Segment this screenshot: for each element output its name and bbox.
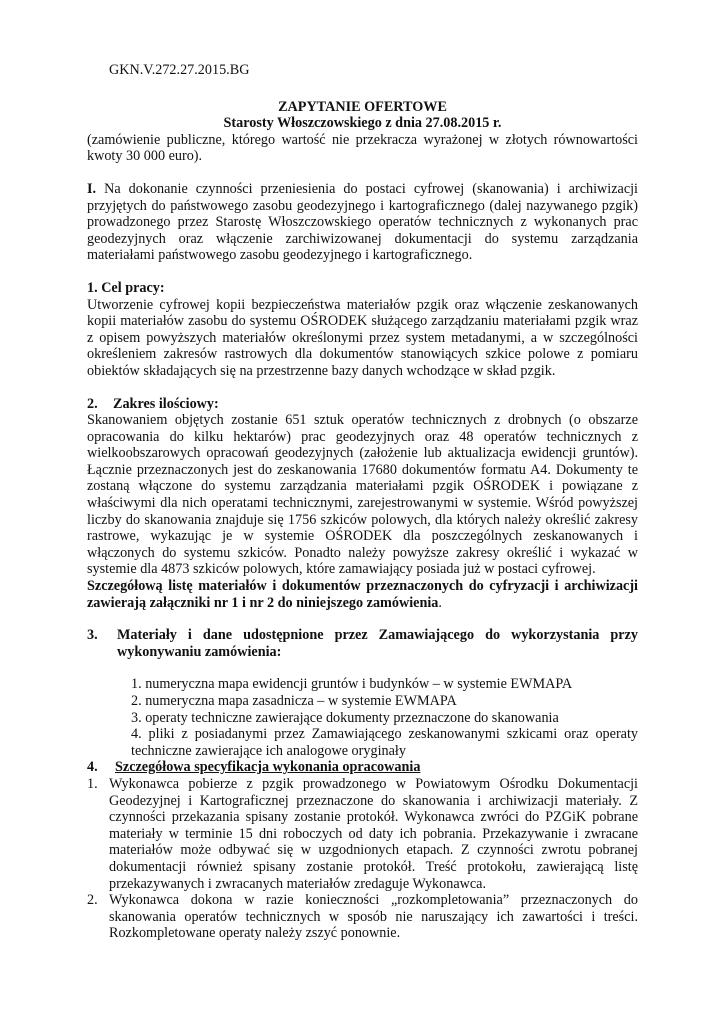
- list-item-number: 2.: [87, 892, 98, 909]
- section3-heading: [87, 627, 638, 660]
- intro-text: Na dokonanie czynności przeniesienia do postaci cyfrowej (skanowania) i archiwizacji przyjętych do państwowego zasobu geodezyjnego i kartograficznego (dalej nazywanego pzgik) prowadzonego przez Starostę Włoszczowskiego operatów technicznych z wykonanych prac geodezyjnych oraz włączenie zarchiwizowanej dokumentacji do systemu zarządzania materiałami państwowego zasobu geodezyjnego i kartograficznego.: [87, 180, 638, 264]
- section2-bold-note: [87, 578, 638, 611]
- document-title: ZAPYTANIE OFERTOWE: [278, 98, 447, 115]
- section2-heading-text: Zakres ilościowy:: [113, 395, 219, 412]
- list-item: 2. numeryczna mapa zasadnicza – w systemie EWMAPA: [131, 693, 457, 709]
- section1-text: Utworzenie cyfrowej kopii bezpieczeństwa materiałów pzgik oraz włączenie zeskanowanych kopii materiałów zasobu do systemu OŚRODEK służącego zarządzaniu materiałami pzgik wraz z opisem powyższych materiałów określonymi przez system metadanymi, a w szczególności określeniem zakresów rastrowych dla dokumentów stanowiących szkice polowe z pomiaru obiektów składających się na przestrzenne bazy danych wchodzące w skład pzgik.: [87, 296, 638, 379]
- section2-heading: [87, 396, 638, 413]
- section2-bold-note-end: .: [438, 594, 442, 611]
- section3-list: [131, 676, 638, 759]
- list-item: 1. numeryczna mapa ewidencji gruntów i budynków – w systemie EWMAPA: [131, 676, 573, 693]
- section1-heading: 1. Cel pracy:: [87, 279, 165, 296]
- document-subtitle: Starosty Włoszczowskiego z dnia 27.08.2015 r.: [223, 115, 502, 132]
- list-item: [87, 776, 638, 892]
- section3-number: 3.: [87, 627, 98, 644]
- list-item: 4. pliki z posiadanymi przez Zamawiającego zeskanowanymi szkicami oraz operaty techniczne zawierające ich analogowe oryginały: [131, 726, 638, 759]
- list-item-number: 1.: [87, 775, 98, 792]
- list-item: 3. operaty techniczne zawierające dokumenty przeznaczone do skanowania: [131, 709, 559, 726]
- document-reference: GKN.V.272.27.2015.BG: [109, 62, 250, 78]
- intro-paragraph: [87, 181, 638, 264]
- intro-label: I.: [87, 180, 97, 197]
- section2-bold-note-text: Szczegółową listę materiałów i dokumentów przeznaczonych do cyfryzacji i archiwizacji zawierają załączniki nr 1 i nr 2 do niniejszego zamówienia: [87, 578, 638, 611]
- section4-heading-text: Szczegółowa specyfikacja wykonania opracowania: [115, 759, 421, 776]
- list-item: [87, 892, 638, 942]
- section3-heading-text: Materiały i dane udostępnione przez Zamawiającego do wykorzystania przy wykonywaniu zamówienia:: [117, 627, 638, 660]
- document-page: [87, 62, 638, 942]
- section4-number: 4.: [87, 759, 98, 776]
- section4-heading: [87, 759, 638, 776]
- document-note: (zamówienie publiczne, którego wartość nie przekracza wyrażonej w złotych równowartości kwoty 30 000 euro).: [87, 131, 638, 165]
- list-item-text: Wykonawca dokona w razie konieczności „rozkompletowania” przeznaczonych do skanowania operatów technicznych w sposób nie naruszający ich zawartości i treści. Rozkompletowane operaty należy zszyć ponownie.: [109, 892, 638, 942]
- section2-number: 2.: [87, 395, 98, 412]
- section4-list: [87, 776, 638, 942]
- list-item-text: Wykonawca pobierze z pzgik prowadzonego w Powiatowym Ośrodku Dokumentacji Geodezyjnej i Kartograficznej przeznaczone do skanowania i archiwizacji materiały. Z czynności przekazania spisany zostanie protokół. Wykonawca zwróci do PZGiK pobrane materiały w terminie 15 dni roboczych od daty ich pobrania. Przekazywanie i zwracane materiałów może odbywać się w uzgodnionych etapach. Z czynności zwrotu pobranej dokumentacji również spisany zostanie protokół. Treść protokołu, zawierającą listę przekazywanych i zwracanych materiałów zredaguje Wykonawca.: [109, 775, 638, 892]
- section2-text: Skanowaniem objętych zostanie 651 sztuk operatów technicznych z drobnych (o obszarze opracowania do kilku hektarów) prac geodezyjnych oraz 48 operatów technicznych z wielkoobszarowych opracowań geodezyjnych (założenie lub aktualizacja ewidencji gruntów). Łącznie przeznaczonych jest do zeskanowania 17680 dokumentów formatu A4. Dokumenty te zostaną włączone do systemu zarządzania materiałami pzgik OŚRODEK i powiązane z właściwymi dla nich operatami technicznymi, zarejestrowanymi w systemie. Wśród powyższej liczby do skanowania znajduje się 1756 szkiców polowych, dla których należy określić zakresy rastrowe, wykazując je w systemie OŚRODEK dla poszczególnych zeskanowanych i włączonych do systemu szkiców. Ponadto należy powyższe zakresy określić i wykazać w systemie dla 4873 szkiców polowych, które zamawiający posiada już w postaci cyfrowej.: [87, 412, 638, 578]
